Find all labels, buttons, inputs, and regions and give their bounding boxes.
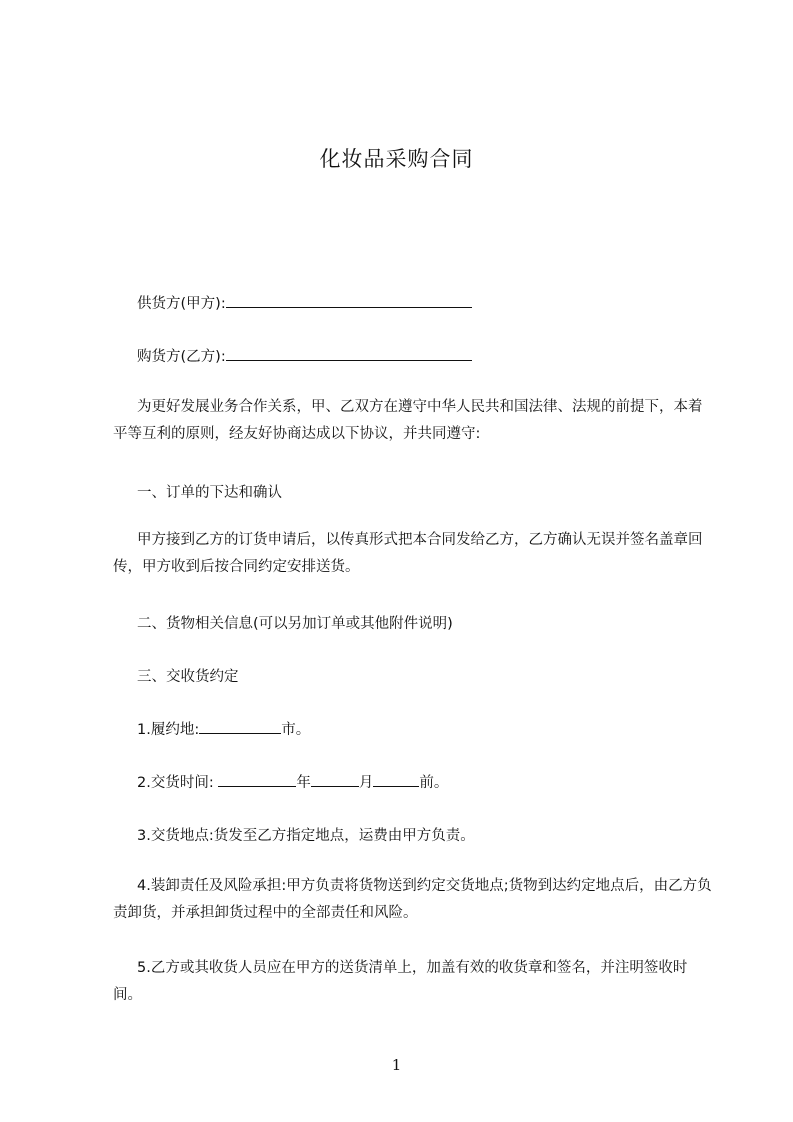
supplier-line [137, 292, 472, 313]
section1-paragraph [113, 527, 713, 581]
item2-label: 2.交货时间: [137, 775, 214, 791]
item5-paragraph [113, 955, 713, 1009]
item3-line: 3.交货地点:货发至乙方指定地点，运费由甲方负责。 [137, 828, 475, 844]
document-title: 化妆品采购合同 [319, 147, 474, 171]
item1-suffix: 市。 [281, 722, 311, 738]
supplier-blank [226, 295, 472, 308]
item5-text: 5.乙方或其收货人员应在甲方的送货清单上，加盖有效的收货章和签名，并注明签收时间。 [113, 960, 688, 1003]
item2-year-blank [218, 774, 296, 787]
item2-suffix: 前。 [419, 775, 449, 791]
item1-blank [199, 721, 281, 734]
item4-paragraph [113, 873, 713, 927]
section3-title: 三、交收货约定 [137, 669, 239, 685]
section2-title: 二、货物相关信息(可以另加订单或其他附件说明) [137, 616, 453, 632]
intro-paragraph [113, 394, 713, 448]
item4-text: 4.装卸责任及风险承担:甲方负责将货物送到约定交货地点;货物到达约定地点后，由乙方负责卸货，并承担卸货过程中的全部责任和风险。 [113, 878, 712, 921]
item1-line [137, 718, 310, 739]
item2-month: 月 [358, 775, 374, 791]
buyer-line [137, 345, 472, 366]
intro-text: 为更好发展业务合作关系，甲、乙双方在遵守中华人民共和国法律、法规的前提下，本着平等互利的原则，经友好协商达成以下协议，并共同遵守: [113, 399, 703, 442]
section1-body: 甲方接到乙方的订货申请后，以传真形式把本合同发给乙方，乙方确认无误并签名盖章回传，甲方收到后按合同约定安排送货。 [113, 532, 703, 575]
item2-line [137, 771, 448, 792]
section1-title: 一、订单的下达和确认 [137, 485, 282, 501]
buyer-blank [226, 348, 472, 361]
supplier-label: 供货方(甲方): [137, 296, 226, 312]
item1-label: 1.履约地: [137, 722, 200, 738]
item2-day-blank [373, 774, 419, 787]
page-number: 1 [391, 1056, 402, 1074]
buyer-label: 购货方(乙方): [137, 349, 226, 365]
item2-year: 年 [296, 775, 311, 791]
item2-month-blank [311, 774, 359, 787]
